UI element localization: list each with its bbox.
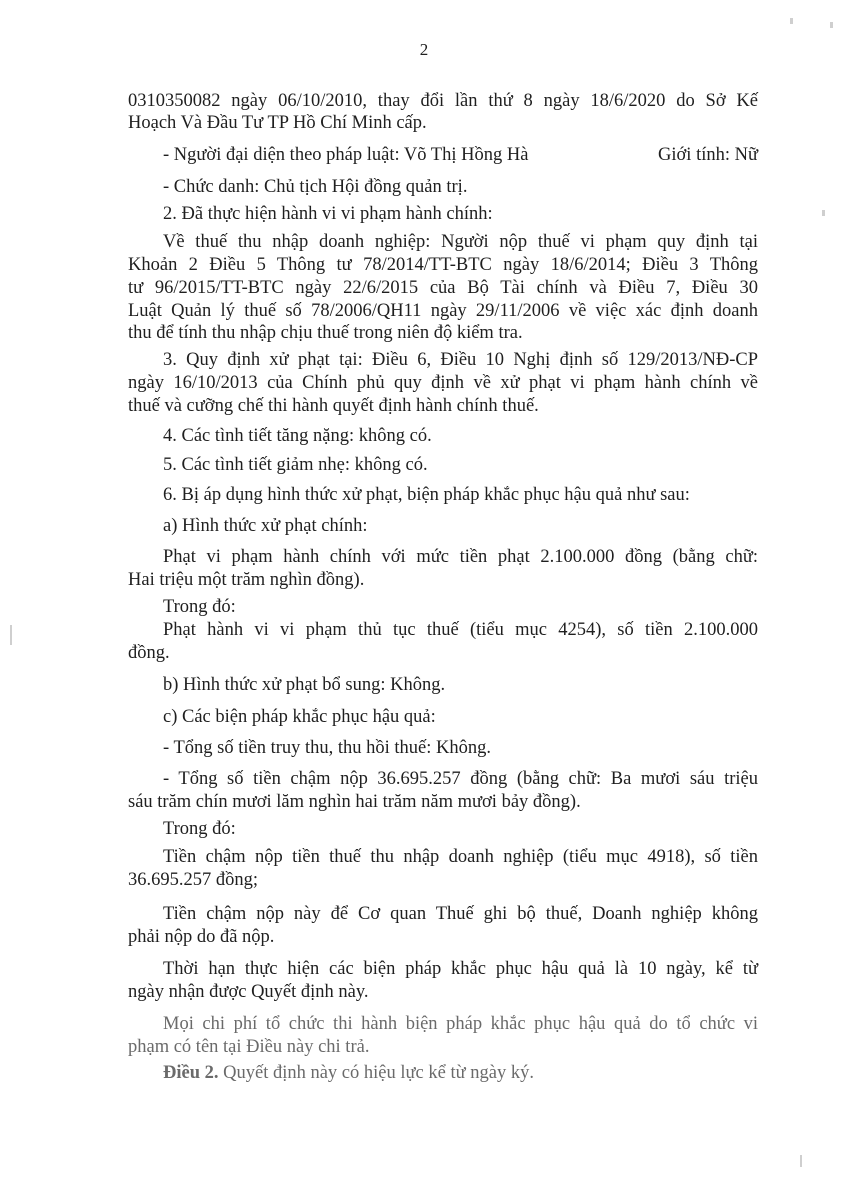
text-line: Mọi chi phí tổ chức thi hành biện pháp khắc phục hậu quả do tổ chức vi [163, 1014, 758, 1034]
text-line: đồng. [128, 643, 170, 663]
text-line: Hoạch Và Đầu Tư TP Hồ Chí Minh cấp. [128, 113, 427, 133]
scan-speck [822, 210, 825, 216]
section-heading: 5. Các tình tiết giảm nhẹ: không có. [163, 455, 428, 475]
text-line: 36.695.257 đồng; [128, 870, 259, 890]
text-line: Phạt hành vi vi phạm thủ tục thuế (tiểu mục 4254), số tiền 2.100.000 [163, 620, 758, 640]
text-line: Khoản 2 Điều 5 Thông tư 78/2014/TT-BTC ngày 18/6/2014; Điều 3 Thông [128, 255, 758, 275]
scan-speck [800, 1155, 802, 1167]
text-line: sáu trăm chín mươi lăm nghìn hai trăm năm mươi bảy đồng). [128, 792, 581, 812]
legal-representative-row [163, 144, 758, 166]
text-line: Tiền chậm nộp này để Cơ quan Thuế ghi bộ thuế, Doanh nghiệp không [163, 904, 758, 924]
subsection-heading: b) Hình thức xử phạt bổ sung: Không. [163, 675, 446, 695]
text-line: Về thuế thu nhập doanh nghiệp: Người nộp thuế vi phạm quy định tại [163, 232, 758, 252]
text-line: Trong đó: [163, 819, 236, 839]
scan-speck [790, 18, 793, 24]
scan-speck [830, 22, 833, 28]
text-line: ngày 16/10/2013 của Chính phủ quy định về xử phạt vi phạm hành chính về [128, 373, 758, 393]
legal-representative: - Người đại diện theo pháp luật: Võ Thị Hồng Hà [163, 145, 529, 165]
article-2-label: Điều 2. [163, 1063, 219, 1083]
article-2-line [163, 1062, 758, 1084]
text-line: 0310350082 ngày 06/10/2010, thay đổi lần thứ 8 ngày 18/6/2020 do Sở Kế [128, 91, 758, 111]
article-2-text: Quyết định này có hiệu lực kể từ ngày ký. [218, 1063, 534, 1083]
text-line: Hai triệu một trăm nghìn đồng). [128, 570, 365, 590]
gender: Giới tính: Nữ [658, 145, 758, 165]
text-line: phạm có tên tại Điều này chi trả. [128, 1037, 370, 1057]
text-line: - Tổng số tiền chậm nộp 36.695.257 đồng (bằng chữ: Ba mươi sáu triệu [163, 769, 758, 789]
text-line: thuế và cưỡng chế thi hành quyết định hành chính thuế. [128, 396, 539, 416]
section-heading: 4. Các tình tiết tăng nặng: không có. [163, 426, 432, 446]
text-line: Phạt vi phạm hành chính với mức tiền phạt 2.100.000 đồng (bằng chữ: [163, 547, 758, 567]
section-heading: 6. Bị áp dụng hình thức xử phạt, biện pháp khắc phục hậu quả như sau: [163, 485, 690, 505]
text-line: - Tổng số tiền truy thu, thu hồi thuế: Không. [163, 738, 492, 758]
page-number: 2 [419, 40, 429, 59]
scan-speck [10, 625, 12, 645]
section-heading: 2. Đã thực hiện hành vi vi phạm hành chính: [163, 204, 493, 224]
text-line: tư 96/2015/TT-BTC ngày 22/6/2015 của Bộ Tài chính và Điều 7, Điều 30 [128, 278, 758, 298]
text-line: Trong đó: [163, 597, 236, 617]
subsection-heading: a) Hình thức xử phạt chính: [163, 516, 368, 536]
text-line: ngày nhận được Quyết định này. [128, 982, 369, 1002]
text-line: Tiền chậm nộp tiền thuế thu nhập doanh nghiệp (tiểu mục 4918), số tiền [163, 847, 758, 867]
text-line: Thời hạn thực hiện các biện pháp khắc phục hậu quả là 10 ngày, kể từ [163, 959, 758, 979]
section-heading: 3. Quy định xử phạt tại: Điều 6, Điều 10 Nghị định số 129/2013/NĐ-CP [163, 350, 758, 370]
subsection-heading: c) Các biện pháp khắc phục hậu quả: [163, 707, 436, 727]
text-line: - Chức danh: Chủ tịch Hội đồng quản trị. [163, 177, 468, 197]
text-line: thu để tính thu nhập chịu thuế trong niên độ kiểm tra. [128, 323, 523, 343]
text-line: Luật Quản lý thuế số 78/2006/QH11 ngày 29/11/2006 về việc xác định doanh [128, 301, 758, 321]
text-line: phải nộp do đã nộp. [128, 927, 275, 947]
